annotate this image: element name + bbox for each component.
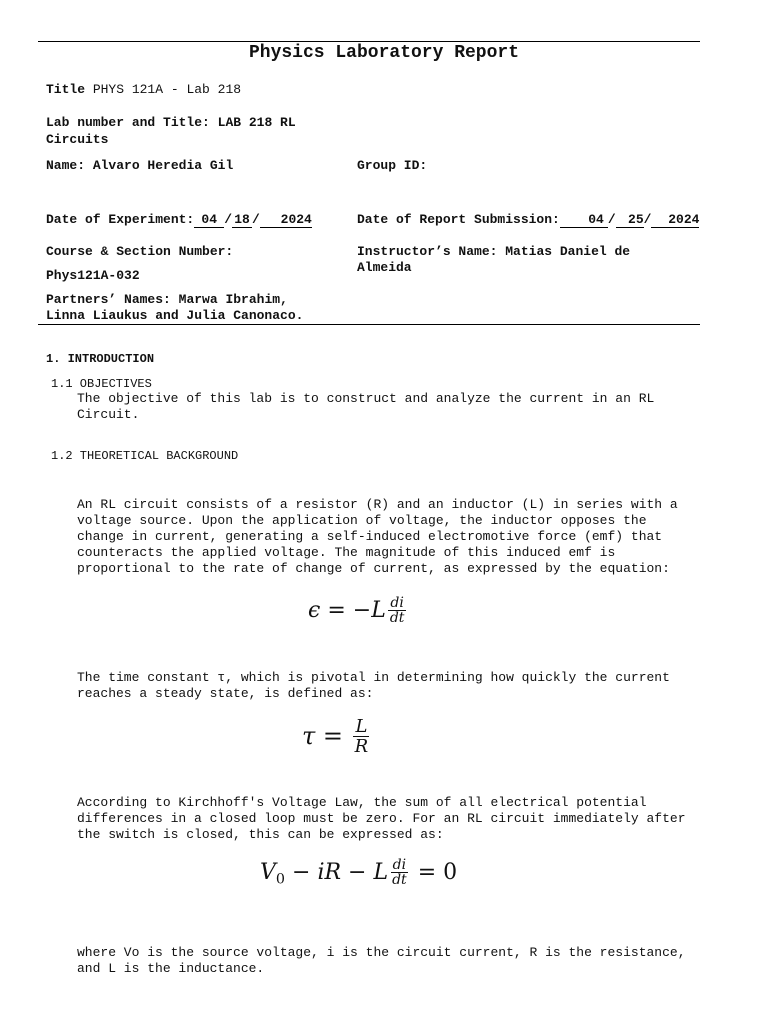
text-line: proportional to the rate of change of current, as expressed by the equation: bbox=[77, 561, 670, 576]
instructor-value-line2: Almeida bbox=[357, 260, 412, 275]
text-line: Circuit. bbox=[77, 407, 140, 422]
eq3-v: V bbox=[260, 860, 276, 886]
text-line: The objective of this lab is to construct and analyze the current in an RL bbox=[77, 391, 655, 406]
instructor-label: Instructor’s Name: bbox=[357, 244, 498, 259]
title-row bbox=[46, 82, 241, 98]
eq2-lhs: τ bbox=[302, 721, 316, 750]
lab-label: Lab number and Title: bbox=[46, 115, 210, 130]
partners-value-line2: Linna Liaukus and Julia Canonaco. bbox=[46, 308, 304, 323]
eq2-equals: = bbox=[322, 721, 344, 750]
section-heading-introduction: 1. INTRODUCTION bbox=[46, 352, 155, 366]
lab-value-line1: LAB 218 RL bbox=[217, 115, 296, 130]
text-line: An RL circuit consists of a resistor (R) and an inductor (L) in series with a bbox=[77, 497, 678, 512]
partners-field bbox=[46, 292, 288, 308]
top-rule bbox=[38, 41, 700, 42]
text-line: where Vo is the source voltage, i is the circuit current, R is the resistance, bbox=[77, 945, 686, 960]
experiment-day: 18 bbox=[232, 212, 252, 228]
text-line: voltage source. Upon the application of voltage, the inductor opposes the bbox=[77, 513, 647, 528]
instructor-value-line1: Matias Daniel de bbox=[505, 244, 631, 259]
text-line: and L is the inductance. bbox=[77, 961, 265, 976]
text-line: change in current, generating a self-induced electromotive force (emf) that bbox=[77, 529, 663, 544]
eq1-rhs: −L bbox=[352, 598, 386, 624]
page-title: Physics Laboratory Report bbox=[248, 43, 520, 63]
course-label: Course & Section Number: bbox=[46, 244, 234, 259]
name-field bbox=[46, 158, 233, 174]
submission-month: 04 bbox=[560, 212, 608, 228]
eq2-denominator: R bbox=[354, 736, 369, 757]
lab-number-field bbox=[46, 115, 296, 131]
instructor-field bbox=[357, 244, 630, 260]
submission-date-field: Date of Report Submission: 04 / 25/ 2024 bbox=[357, 212, 700, 227]
course-value: Phys121A-032 bbox=[46, 268, 140, 283]
submission-date-label: Date of Report Submission: bbox=[357, 212, 560, 227]
experiment-date-label: Date of Experiment: bbox=[46, 212, 195, 227]
subsection-heading-background: 1.2 THEORETICAL BACKGROUND bbox=[51, 449, 239, 463]
eq3-zero: 0 bbox=[443, 860, 458, 886]
name-label: Name: bbox=[46, 158, 86, 173]
subsection-heading-objectives: 1.1 OBJECTIVES bbox=[51, 377, 152, 391]
eq1-lhs: ϵ bbox=[308, 598, 321, 624]
equation-time-constant bbox=[302, 718, 372, 757]
name-value: Alvaro Heredia Gil bbox=[92, 158, 234, 173]
background-paragraph-2 bbox=[77, 670, 670, 702]
submission-year: 2024 bbox=[651, 212, 699, 228]
header-bottom-rule bbox=[38, 324, 700, 325]
eq3-ir: iR bbox=[317, 860, 342, 886]
objectives-paragraph bbox=[77, 391, 654, 423]
group-field bbox=[357, 158, 427, 174]
eq1-equals: = bbox=[327, 598, 346, 624]
background-paragraph-4 bbox=[77, 945, 686, 977]
partners-value-line1: Marwa Ibrahim, bbox=[178, 292, 288, 307]
experiment-month: 04 bbox=[194, 212, 224, 228]
eq3-l: L bbox=[373, 860, 389, 886]
experiment-year: 2024 bbox=[260, 212, 312, 228]
text-line: differences in a closed loop must be zero. For an RL circuit immediately after bbox=[77, 811, 686, 826]
eq1-fraction bbox=[388, 596, 407, 626]
eq3-numerator: di bbox=[392, 857, 407, 873]
eq3-denominator: dt bbox=[392, 872, 407, 888]
experiment-date-field: Date of Experiment: 04 / 18 / 2024 bbox=[46, 212, 312, 227]
equation-kirchhoff bbox=[260, 858, 457, 888]
eq3-fraction bbox=[390, 858, 409, 888]
text-line: reaches a steady state, is defined as: bbox=[77, 686, 374, 701]
eq3-minus-1: − bbox=[292, 860, 311, 886]
eq2-numerator: L bbox=[355, 716, 368, 737]
group-label: Group ID: bbox=[357, 158, 428, 173]
equation-emf bbox=[308, 596, 408, 626]
title-value: PHYS 121A - Lab 218 bbox=[92, 82, 242, 97]
eq3-minus-2: − bbox=[348, 860, 367, 886]
eq2-fraction bbox=[353, 718, 371, 757]
lab-value-line2: Circuits bbox=[46, 132, 109, 147]
eq3-equals: = bbox=[417, 860, 437, 886]
text-line: According to Kirchhoff's Voltage Law, the sum of all electrical potential bbox=[77, 795, 647, 810]
submission-day: 25 bbox=[616, 212, 644, 228]
background-paragraph-1 bbox=[77, 497, 678, 577]
text-line: The time constant τ, which is pivotal in determining how quickly the current bbox=[77, 670, 670, 685]
text-line: the switch is closed, this can be expressed as: bbox=[77, 827, 444, 842]
text-line: counteracts the applied voltage. The magnitude of this induced emf is bbox=[77, 545, 616, 560]
background-paragraph-3 bbox=[77, 795, 686, 843]
eq3-v-subscript: 0 bbox=[275, 871, 285, 888]
title-label: Title bbox=[46, 82, 86, 97]
partners-label: Partners’ Names: bbox=[46, 292, 171, 307]
eq1-numerator: di bbox=[390, 595, 404, 611]
eq1-denominator: dt bbox=[389, 610, 405, 626]
